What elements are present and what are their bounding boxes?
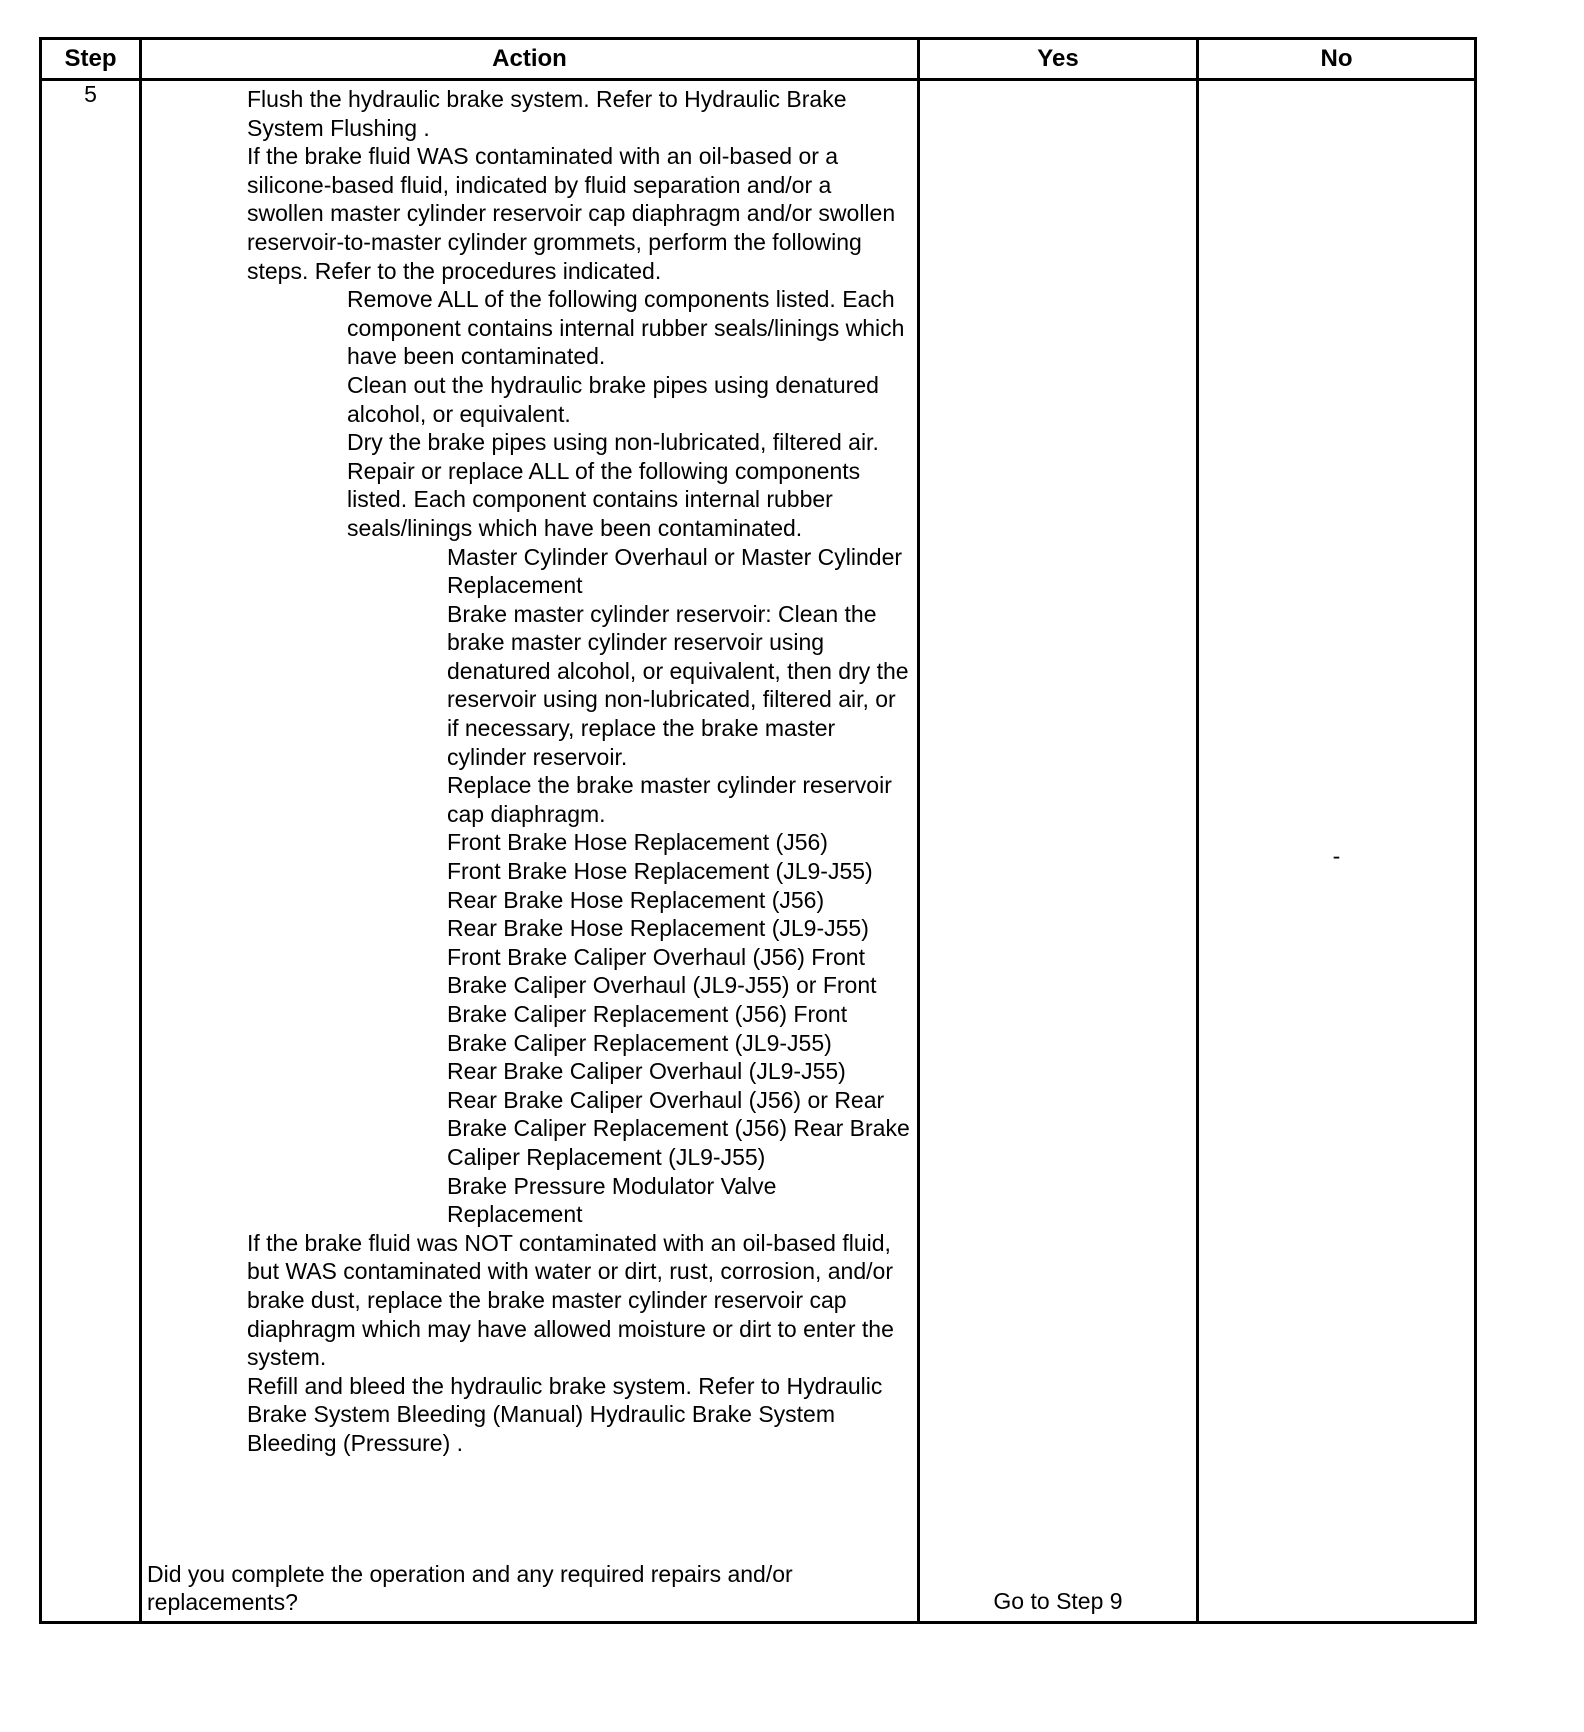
action-step: If the brake fluid WAS contaminated with an oil-based or a silicone-based fluid, indicated by fluid separation and/or a swollen master cylinder reservoir cap diaphragm and/or swollen reservoir-to-master cylinder grommets, perform the following steps. Refer to the procedures indicated. [247,143,896,284]
component-item: Brake master cylinder reservoir: Clean the brake master cylinder reservoir using denatured alcohol, or equivalent, then dry the reservoir using non-lubricated, filtered air, or if necessary, replace the brake master cylinder reservoir. [447,600,909,770]
no-result: - [1332,843,1341,869]
action-substep: Remove ALL of the following components listed. Each component contains internal rubber seals/linings which have been contaminated. [347,286,905,370]
component-item: Front Brake Hose Replacement (J56) [447,829,828,856]
action-steps [142,81,917,1458]
header-step: Step [41,39,141,80]
diagnostic-table [39,37,1477,1624]
diagnostic-table-container [39,37,1474,1624]
header-action: Action [141,39,919,80]
yes-cell [919,80,1198,1623]
action-substep: Clean out the hydraulic brake pipes using denatured alcohol, or equivalent. [347,371,879,427]
table-header-row [41,39,1476,80]
action-step: Refill and bleed the hydraulic brake system. Refer to Hydraulic Brake System Bleeding (Manual) Hydraulic Brake System Bleeding (Pressure) . [247,1372,883,1456]
component-item: Rear Brake Caliper Overhaul (JL9-J55) [447,1058,846,1085]
header-yes: Yes [919,39,1198,80]
component-item: Front Brake Caliper Overhaul (J56) Front Brake Caliper Overhaul (JL9-J55) or Front Brake Caliper Replacement (J56) Front Brake Caliper Replacement (JL9-J55) [447,943,877,1056]
no-cell [1198,80,1476,1623]
action-substep: Repair or replace ALL of the following components listed. Each component contains internal rubber seals/linings which have been contaminated. [347,457,861,541]
component-item: Replace the brake master cylinder reservoir cap diaphragm. [447,772,892,827]
yes-result: Go to Step 9 [993,1588,1123,1614]
component-item: Front Brake Hose Replacement (JL9-J55) [447,858,873,885]
action-substep: Dry the brake pipes using non-lubricated, filtered air. [347,429,879,456]
component-item: Rear Brake Hose Replacement (J56) [447,886,825,913]
header-no: No [1198,39,1476,80]
action-step: If the brake fluid was NOT contaminated with an oil-based fluid, but WAS contaminated with water or dirt, rust, corrosion, and/or brake dust, replace the brake master cylinder reservoir cap diaphragm which may have allowed moisture or dirt to enter the system. [247,1229,894,1371]
table-row [41,80,1476,1623]
completion-question: Did you complete the operation and any required repairs and/or replacements? [147,1560,793,1616]
component-item: Brake Pressure Modulator Valve Replacement [447,1172,777,1228]
component-item: Rear Brake Hose Replacement (JL9-J55) [447,915,869,942]
action-step: Flush the hydraulic brake system. Refer to Hydraulic Brake System Flushing . [247,86,847,141]
step-number-cell: 5 [41,80,141,1623]
action-cell [141,80,919,1623]
component-item: Rear Brake Caliper Overhaul (J56) or Rear Brake Caliper Replacement (J56) Rear Brake Caliper Replacement (JL9-J55) [447,1086,910,1170]
component-item: Master Cylinder Overhaul or Master Cylinder Replacement [447,543,903,599]
